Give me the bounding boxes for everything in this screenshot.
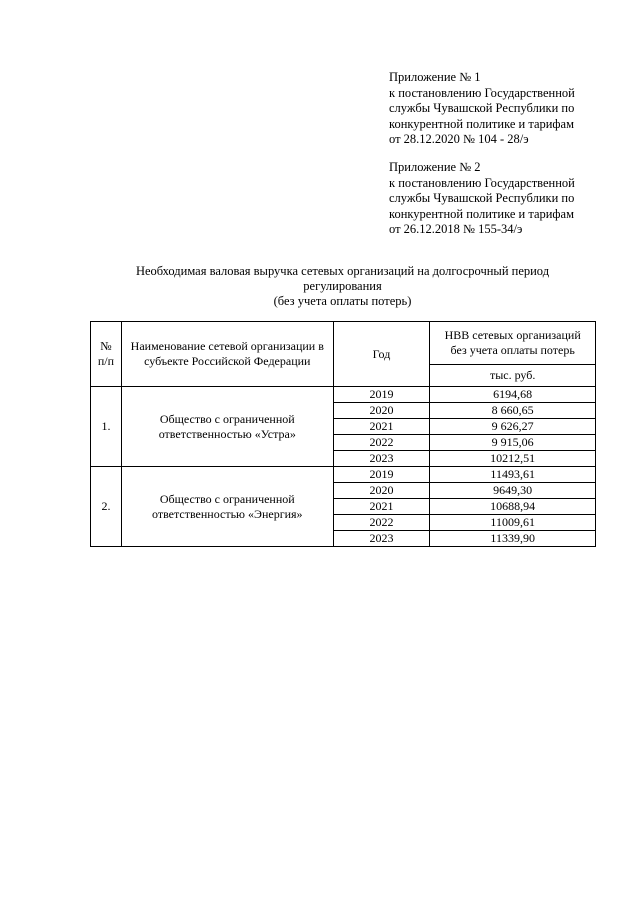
value-cell: 10212,51	[430, 451, 596, 467]
org-number: 1.	[91, 387, 122, 467]
value-cell: 9 626,27	[430, 419, 596, 435]
appendix-2-line: службы Чувашской Республики по	[389, 191, 575, 205]
appendix-1-line: к постановлению Государственной	[389, 85, 575, 100]
appendix-2-block	[389, 160, 629, 238]
appendix-1-line: Приложение № 1	[389, 70, 481, 84]
appendix-1-line: от 28.12.2020 № 104 - 28/э	[389, 132, 529, 146]
org-number: 2.	[91, 467, 122, 547]
year-cell: 2020	[333, 483, 430, 499]
year-cell: 2019	[333, 467, 430, 483]
header-number-sign: №	[100, 339, 112, 353]
appendix-2-line: Приложение № 2	[389, 160, 481, 174]
year-cell: 2019	[333, 387, 430, 403]
year-cell: 2020	[333, 403, 430, 419]
table-row	[91, 467, 596, 483]
value-cell: 9 915,06	[430, 435, 596, 451]
header-unit: тыс. руб.	[430, 365, 596, 387]
value-cell: 6194,68	[430, 387, 596, 403]
year-cell: 2021	[333, 499, 430, 515]
header-year: Год	[333, 322, 430, 387]
appendix-1-line: службы Чувашской Республики по	[389, 101, 575, 115]
appendix-1-line: конкурентной политике и тарифам	[389, 116, 574, 131]
header-number	[91, 322, 122, 387]
value-cell: 11339,90	[430, 531, 596, 547]
header-value: НВВ сетевых организаций без учета оплаты потерь	[430, 322, 596, 365]
year-cell: 2021	[333, 419, 430, 435]
appendix-2-line: к постановлению Государственной	[389, 175, 575, 190]
title-line-3: (без учета оплаты потерь)	[273, 294, 412, 308]
value-cell: 8 660,65	[430, 403, 596, 419]
appendix-2-line: конкурентной политике и тарифам	[389, 206, 574, 221]
title-line-1: Необходимая валовая выручка сетевых организаций на долгосрочный период	[135, 264, 550, 278]
revenue-table	[90, 321, 596, 547]
year-cell: 2023	[333, 531, 430, 547]
document-title	[90, 264, 595, 309]
title-line-2: регулирования	[303, 279, 382, 293]
org-name: Общество с ограниченной ответственностью «Устра»	[121, 387, 333, 467]
year-cell: 2022	[333, 435, 430, 451]
value-cell: 11493,61	[430, 467, 596, 483]
header-org-name: Наименование сетевой организации в субъекте Российской Федерации	[121, 322, 333, 387]
org-name: Общество с ограниченной ответственностью «Энергия»	[121, 467, 333, 547]
year-cell: 2023	[333, 451, 430, 467]
table-header-row	[91, 322, 596, 365]
appendix-2-line: от 26.12.2018 № 155-34/э	[389, 222, 523, 236]
value-cell: 11009,61	[430, 515, 596, 531]
value-cell: 9649,30	[430, 483, 596, 499]
value-cell: 10688,94	[430, 499, 596, 515]
header-number-abbr: п/п	[97, 354, 115, 368]
appendix-1-block	[389, 70, 629, 148]
year-cell: 2022	[333, 515, 430, 531]
table-row	[91, 387, 596, 403]
